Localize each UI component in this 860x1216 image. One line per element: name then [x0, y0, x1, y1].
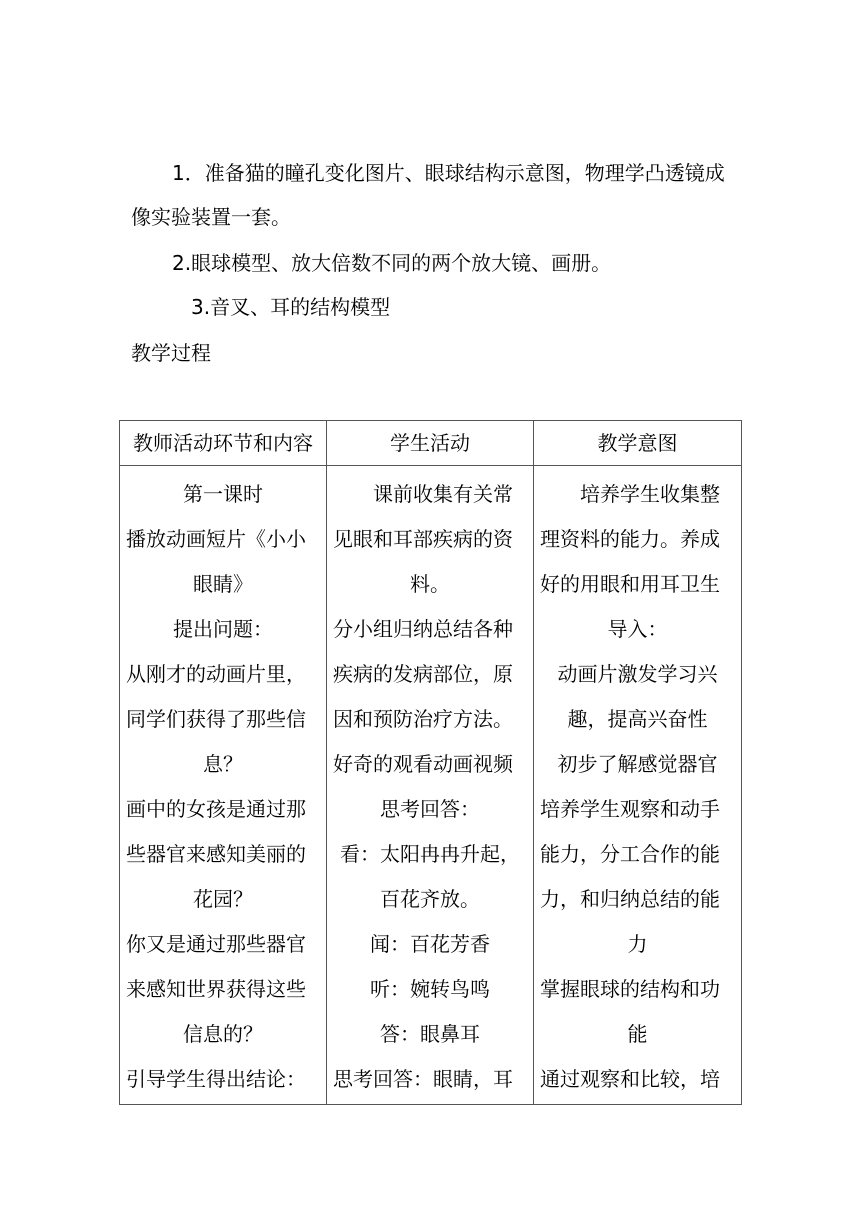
paragraph-1-line-2: 像实验装置一套。	[131, 205, 291, 229]
cell-line: 培养学生观察和动手	[540, 797, 720, 821]
table-row	[120, 466, 742, 1105]
student-activity-cell	[327, 466, 534, 1105]
teacher-activity-cell	[120, 466, 327, 1105]
cell-line: 导入：	[607, 617, 668, 641]
cell-line: 培养学生收集整	[580, 482, 720, 506]
cell-line: 好奇的观看动画视频	[333, 752, 513, 776]
section-heading: 教学过程	[131, 341, 211, 365]
cell-line: 课前收集有关常	[373, 482, 513, 506]
cell-line: 从刚才的动画片里，	[126, 662, 306, 686]
column-header-student: 学生活动	[327, 421, 534, 466]
cell-line: 播放动画短片《小小	[126, 527, 306, 551]
cell-line: 好的用眼和用耳卫生	[540, 572, 720, 596]
cell-line: 你又是通过那些器官	[126, 932, 306, 956]
cell-line: 思考回答：眼睛，耳	[333, 1067, 513, 1091]
cell-line: 来感知世界获得这些	[126, 977, 306, 1001]
cell-line: 息？	[203, 752, 243, 776]
cell-line: 理资料的能力。养成	[540, 527, 720, 551]
paragraph-1-line-1: 1．准备猫的瞳孔变化图片、眼球结构示意图，物理学凸透镜成	[172, 161, 725, 185]
cell-line: 能	[627, 1022, 648, 1046]
cell-line: 疾病的发病部位，原	[333, 662, 513, 686]
cell-line: 第一课时	[183, 482, 263, 506]
cell-line: 眼睛》	[193, 572, 253, 596]
cell-line: 力，和归纳总结的能	[540, 887, 720, 911]
cell-line: 趣，提高兴奋性	[567, 707, 708, 731]
cell-line: 花园？	[193, 887, 253, 911]
cell-line: 初步了解感觉器官	[557, 752, 718, 776]
cell-line: 料。	[410, 572, 450, 596]
cell-line: 信息的？	[183, 1022, 263, 1046]
cell-line: 见眼和耳部疾病的资	[333, 527, 513, 551]
cell-line: 掌握眼球的结构和功	[540, 977, 720, 1001]
paragraph-3: 3.音叉、耳的结构模型	[191, 295, 391, 319]
paragraph-2: 2.眼球模型、放大倍数不同的两个放大镜、画册。	[172, 251, 612, 275]
cell-line: 引导学生得出结论：	[126, 1067, 306, 1091]
cell-line: 提出问题：	[173, 617, 273, 641]
cell-line: 力	[627, 932, 648, 956]
cell-line: 思考回答：	[380, 797, 480, 821]
cell-line: 听：婉转鸟鸣	[370, 977, 490, 1001]
cell-line: 闻：百花芳香	[370, 932, 490, 956]
teaching-intent-cell	[534, 466, 742, 1105]
cell-line: 能力，分工合作的能	[540, 842, 720, 866]
column-header-intent: 教学意图	[534, 421, 742, 466]
cell-line: 答：眼鼻耳	[380, 1022, 480, 1046]
cell-line: 些器官来感知美丽的	[126, 842, 306, 866]
cell-line: 百花齐放。	[380, 887, 480, 911]
cell-line: 通过观察和比较，培	[540, 1067, 720, 1091]
teaching-process-table	[119, 420, 742, 1105]
column-header-teacher: 教师活动环节和内容	[120, 421, 327, 466]
cell-line: 因和预防治疗方法。	[333, 707, 513, 731]
table-header-row	[120, 421, 742, 466]
cell-line: 同学们获得了那些信	[126, 707, 306, 731]
cell-line: 看：太阳冉冉升起，	[340, 842, 520, 866]
cell-line: 分小组归纳总结各种	[333, 617, 513, 641]
cell-line: 动画片激发学习兴	[557, 662, 718, 686]
cell-line: 画中的女孩是通过那	[126, 797, 306, 821]
